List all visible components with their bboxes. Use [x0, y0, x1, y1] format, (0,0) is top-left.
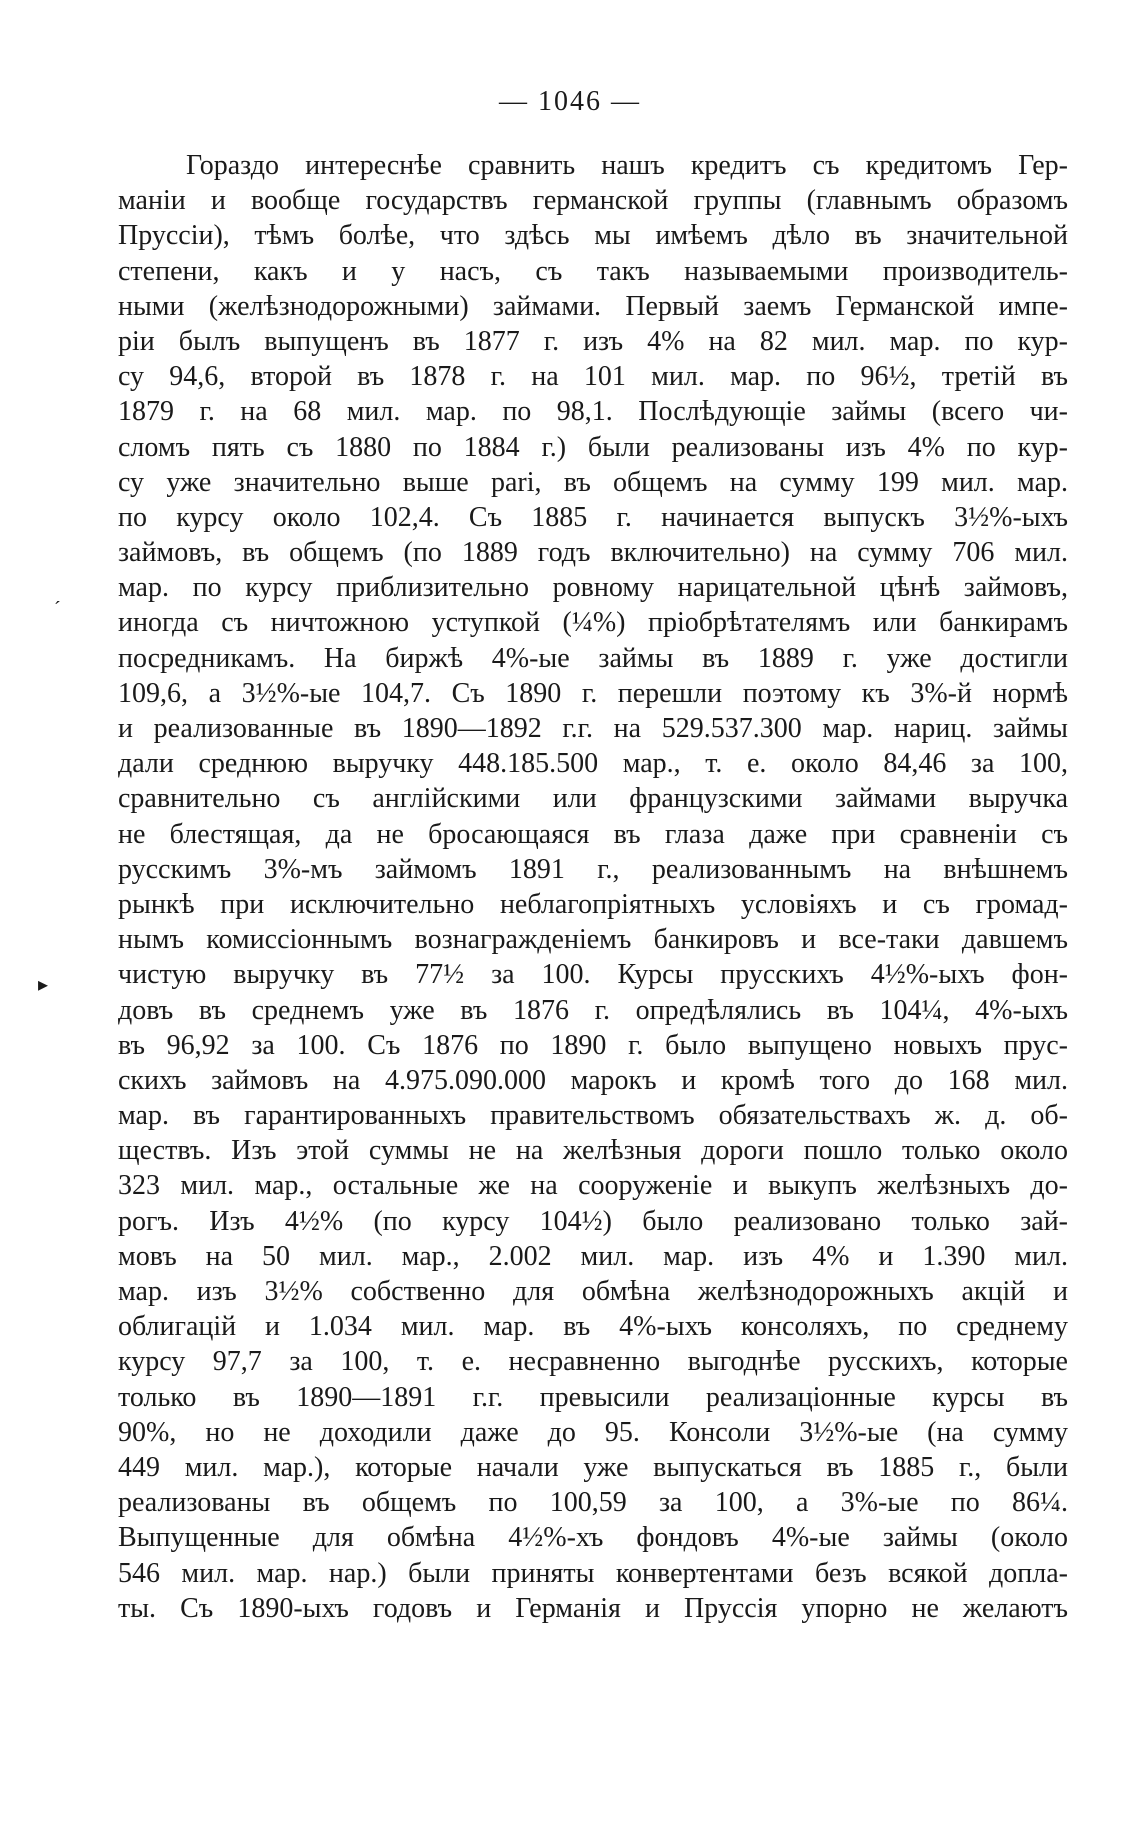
text-line: су уже значительно выше pari, въ общемъ на сумму 199 мил. мар. — [118, 466, 1068, 498]
text-line: Выпущенные для обмѣна 4½%-хъ фондовъ 4%-ые займы (около — [118, 1522, 1068, 1554]
text-line: въ 96,92 за 100. Съ 1876 по 1890 г. было выпущено новыхъ прус- — [118, 1029, 1068, 1061]
page-number: — 1046 — — [499, 86, 641, 117]
text-line: сравнительно съ англійскими или французскими займами выручка — [118, 783, 1068, 815]
body-text — [118, 148, 1068, 1626]
text-line: 1879 г. на 68 мил. мар. по 98,1. Послѣдующіе займы (всего чи- — [118, 396, 1068, 428]
text-line: мар. по курсу приблизительно ровному нарицательной цѣнѣ займовъ, — [118, 572, 1068, 604]
text-line: только въ 1890—1891 г.г. превысили реализаціонные курсы въ — [118, 1381, 1068, 1413]
text-line: 90%, но не доходили даже до 95. Консоли 3½%-ые (на сумму — [118, 1416, 1068, 1448]
text-line: маніи и вообще государствъ германской группы (главнымъ образомъ — [118, 185, 1068, 217]
text-line: рогъ. Изъ 4½% (по курсу 104½) было реализовано только зай- — [118, 1205, 1068, 1237]
text-line: 546 мил. мар. нар.) были приняты конвертентами безъ всякой допла- — [118, 1557, 1068, 1589]
text-line: не блестящая, да не бросающаяся въ глаза даже при сравненіи съ — [118, 818, 1068, 850]
text-line: ными (желѣзнодорожными) займами. Первый заемъ Германской импе- — [118, 290, 1068, 322]
text-line: ществъ. Изъ этой суммы не на желѣзныя дороги пошло только около — [118, 1135, 1068, 1167]
text-line: Пруссіи), тѣмъ болѣе, что здѣсь мы имѣемъ дѣло въ значительной — [118, 220, 1068, 252]
text-line: мар. въ гарантированныхъ правительствомъ обязательствахъ ж. д. об- — [118, 1100, 1068, 1132]
text-line: довъ въ среднемъ уже въ 1876 г. опредѣлялись въ 104¼, 4%-ыхъ — [118, 994, 1068, 1026]
text-line: ты. Съ 1890-ыхъ годовъ и Германія и Пруссія упорно не желаютъ — [118, 1592, 1068, 1624]
text-line: су 94,6, второй въ 1878 г. на 101 мил. мар. по 96½, третій въ — [118, 361, 1068, 393]
text-line: русскимъ 3%-мъ займомъ 1891 г., реализованнымъ на внѣшнемъ — [118, 853, 1068, 885]
text-line: 323 мил. мар., остальные же на сооруженіе и выкупъ желѣзныхъ до- — [118, 1170, 1068, 1202]
text-line: сломъ пять съ 1880 по 1884 г.) были реализованы изъ 4% по кур- — [118, 431, 1068, 463]
text-line: и реализованные въ 1890—1892 г.г. на 529.537.300 мар. нариц. займы — [118, 713, 1068, 744]
text-line: рынкѣ при исключительно неблагопріятныхъ условіяхъ и съ громад- — [118, 888, 1068, 920]
text-line: чистую выручку въ 77½ за 100. Курсы прусскихъ 4½%-ыхъ фон- — [118, 959, 1068, 991]
text-line: дали среднюю выручку 448.185.500 мар., т. е. около 84,46 за 100, — [118, 748, 1068, 780]
text-line: 449 мил. мар.), которые начали уже выпускаться въ 1885 г., были — [118, 1451, 1068, 1483]
text-line: Гораздо интереснѣе сравнить нашъ кредитъ съ кредитомъ Гер- — [186, 150, 1068, 181]
text-line: облигацій и 1.034 мил. мар. въ 4%-ыхъ консоляхъ, по среднему — [118, 1311, 1068, 1343]
text-line: посредникамъ. На биржѣ 4%-ые займы въ 1889 г. уже достигли — [118, 642, 1068, 674]
text-line: 109,6, а 3½%-ые 104,7. Съ 1890 г. перешли поэтому къ 3%-й нормѣ — [118, 677, 1068, 709]
text-line: степени, какъ и у насъ, съ такъ называемыми производитель- — [118, 255, 1068, 287]
text-line: мовъ на 50 мил. мар., 2.002 мил. мар. изъ 4% и 1.390 мил. — [118, 1240, 1068, 1272]
text-line: скихъ займовъ на 4.975.090.000 марокъ и кромѣ того до 168 мил. — [118, 1064, 1068, 1096]
margin-mark: ˊ — [54, 598, 61, 620]
text-line: курсу 97,7 за 100, т. е. несравненно выгоднѣе русскихъ, которые — [118, 1346, 1068, 1378]
text-line: по курсу около 102,4. Съ 1885 г. начинается выпускъ 3½%-ыхъ — [118, 501, 1068, 533]
text-line: займовъ, въ общемъ (по 1889 годъ включительно) на сумму 706 мил. — [118, 537, 1068, 569]
text-line: иногда съ ничтожною уступкой (¼%) пріобрѣтателямъ или банкирамъ — [118, 607, 1068, 639]
text-line: мар. изъ 3½% собственно для обмѣна желѣзнодорожныхъ акцій и — [118, 1276, 1068, 1307]
text-line: ріи былъ выпущенъ въ 1877 г. изъ 4% на 82 мил. мар. по кур- — [118, 325, 1068, 357]
margin-mark: ▸ — [38, 974, 49, 996]
text-line: реализованы въ общемъ по 100,59 за 100, а 3%-ые по 86¼. — [118, 1487, 1068, 1519]
text-line: нымъ комиссіоннымъ вознагражденіемъ банкировъ и все-таки давшемъ — [118, 924, 1068, 956]
